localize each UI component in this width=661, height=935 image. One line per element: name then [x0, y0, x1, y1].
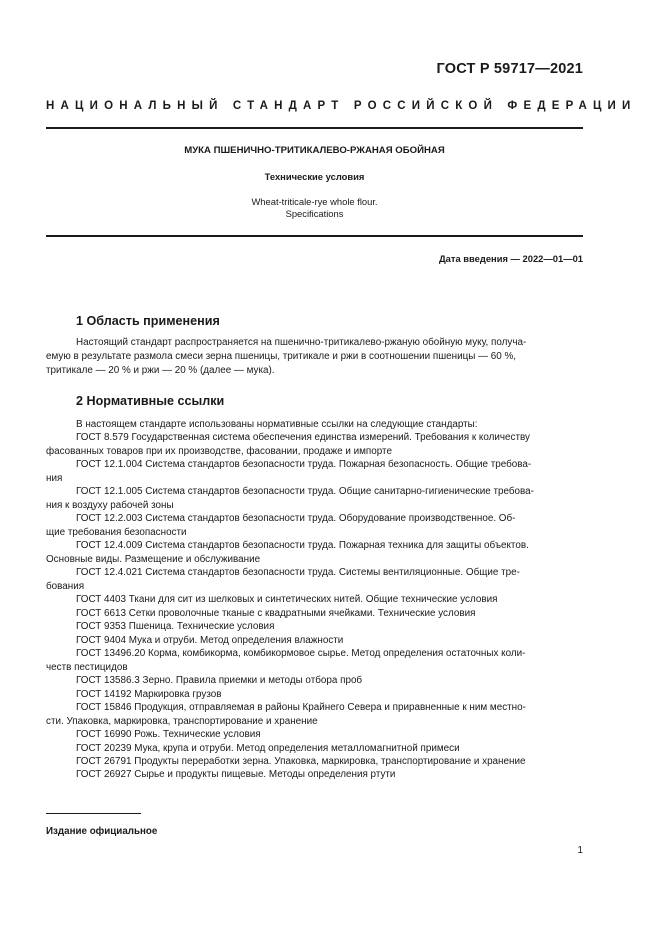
reference-line: ГОСТ 20239 Мука, крупа и отруби. Метод определения металломагнитной примеси [76, 742, 460, 754]
section-1-line: емую в результате размола смеси зерна пшеницы, тритикале и ржи в соотношении пшеницы — 60 %, [46, 351, 517, 362]
introduction-date: Дата введения — 2022—01—01 [438, 253, 583, 264]
reference-line: ГОСТ 12.4.009 Система стандартов безопасности труда. Пожарная техника для защиты объектов. [76, 540, 529, 552]
reference-line: сти. Упаковка, маркировка, транспортирование и хранение [46, 715, 318, 727]
section-1-line: Настоящий стандарт распространяется на пшенично-тритикалево-ржаную обойную муку, получа- [76, 337, 527, 348]
reference-line: ГОСТ 8.579 Государственная система обеспечения единства измерений. Требования к количеству [76, 432, 530, 444]
title-divider [46, 235, 583, 237]
reference-line: ГОСТ 26927 Сырье и продукты пищевые. Методы определения ртути [76, 769, 396, 781]
english-title-line-2: Specifications [285, 208, 344, 219]
reference-line: ГОСТ 26791 Продукты переработки зерна. Упаковка, маркировка, транспортирование и хранение [76, 756, 526, 767]
page-number: 1 [577, 845, 583, 856]
reference-line: честв пестицидов [46, 661, 128, 673]
reference-line: ГОСТ 13586.3 Зерно. Правила приемки и методы отбора проб [76, 675, 363, 687]
reference-line: ГОСТ 13496.20 Корма, комбикорма, комбикормовое сырье. Метод определения остаточных коли- [76, 648, 526, 660]
section-2-heading: 2 Нормативные ссылки [76, 394, 225, 408]
reference-line: ГОСТ 12.4.021 Система стандартов безопасности труда. Системы вентиляционные. Общие тре- [76, 567, 520, 579]
reference-line: ГОСТ 6613 Сетки проволочные тканые с квадратными ячейками. Технические условия [76, 607, 476, 619]
reference-line: ГОСТ 4403 Ткани для сит из шелковых и синтетических нитей. Общие технические условия [76, 594, 498, 606]
english-title-line-1: Wheat-triticale-rye whole flour. [251, 196, 378, 207]
reference-line: ГОСТ 14192 Маркировка грузов [76, 688, 222, 700]
reference-line: ГОСТ 12.1.004 Система стандартов безопасности труда. Пожарная безопасность. Общие требова- [76, 459, 532, 471]
document-subtitle: Технические условия [264, 171, 365, 182]
reference-line: В настоящем стандарте использованы нормативные ссылки на следующие стандарты: [76, 419, 478, 430]
reference-line: ния [46, 472, 63, 484]
reference-line: ГОСТ 12.2.003 Система стандартов безопасности труда. Оборудование производственное. Об- [76, 513, 516, 525]
standard-code: ГОСТ Р 59717—2021 [436, 61, 583, 77]
reference-line: ГОСТ 9404 Мука и отруби. Метод определения влажности [76, 634, 344, 646]
reference-line: ния к воздуху рабочей зоны [46, 499, 174, 511]
section-1-line: тритикале — 20 % и ржи — 20 % (далее — мука). [46, 365, 275, 376]
reference-line: Основные виды. Размещение и обслуживание [46, 553, 261, 565]
reference-line: щие требования безопасности [46, 526, 187, 538]
reference-line: фасованных товаров при их производстве, фасовании, продаже и импорте [46, 445, 392, 457]
national-standard-heading: НАЦИОНАЛЬНЫЙ СТАНДАРТ РОССИЙСКОЙ ФЕДЕРАЦИИ [46, 100, 637, 112]
reference-line: бования [46, 580, 85, 592]
top-divider [46, 127, 583, 129]
reference-line: ГОСТ 16990 Рожь. Технические условия [76, 729, 261, 741]
section-1-heading: 1 Область применения [76, 314, 220, 328]
footer-rule [46, 813, 141, 814]
edition-label: Издание официальное [46, 826, 158, 837]
reference-line: ГОСТ 15846 Продукция, отправляемая в районы Крайнего Севера и приравненные к ним местно- [76, 702, 526, 714]
document-title: МУКА ПШЕНИЧНО-ТРИТИКАЛЕВО-РЖАНАЯ ОБОЙНАЯ [184, 145, 445, 156]
reference-line: ГОСТ 9353 Пшеница. Технические условия [76, 621, 275, 633]
reference-line: ГОСТ 12.1.005 Система стандартов безопасности труда. Общие санитарно-гигиенические требова- [76, 486, 534, 498]
